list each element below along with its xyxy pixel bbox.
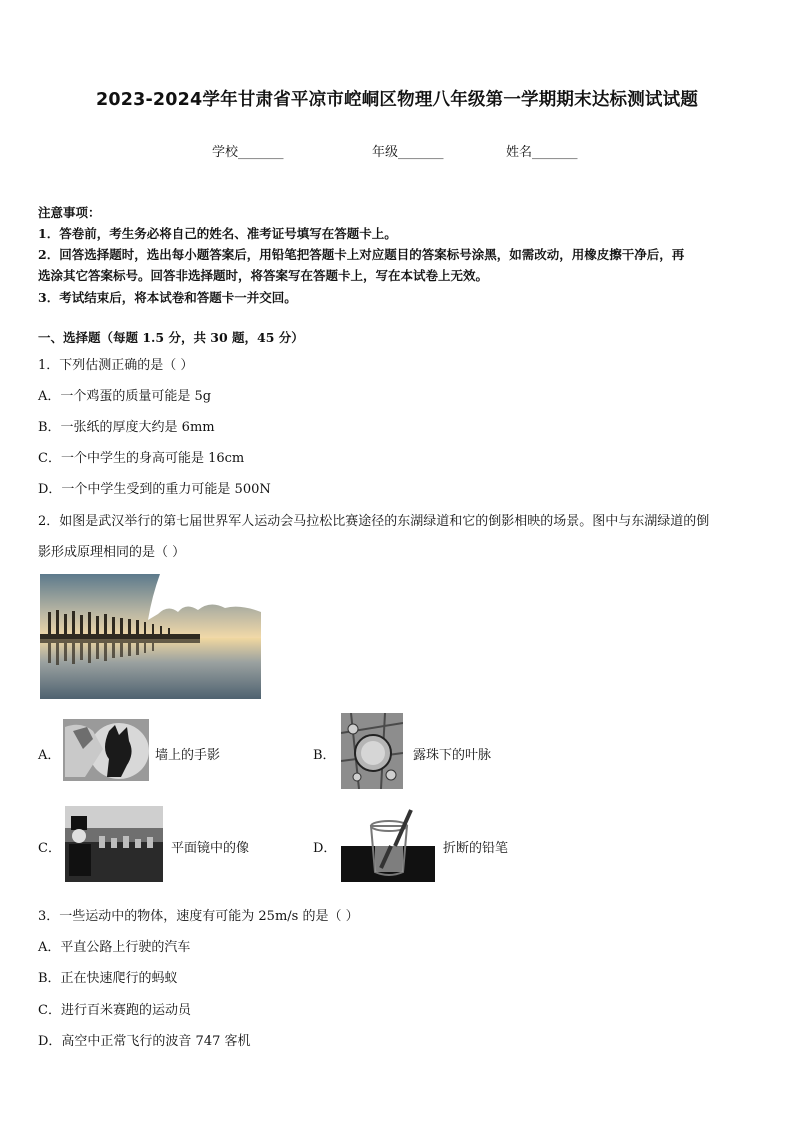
section-heading: 一、选择题（每题 1.5 分，共 30 题，45 分） bbox=[38, 330, 304, 345]
q3-stem: 3．一些运动中的物体，速度有可能为 25m/s 的是（ ） bbox=[38, 909, 359, 924]
notice-item-1: 1．答卷前，考生务必将自己的姓名、准考证号填写在答题卡上。 bbox=[38, 226, 397, 241]
notice-item-2-cont: 选涂其它答案标号。回答非选择题时，将答案写在答题卡上，写在本试卷上无效。 bbox=[38, 268, 489, 283]
q2-option-b-caption: 露珠下的叶脉 bbox=[413, 748, 492, 763]
q2-option-a-letter: A． bbox=[38, 748, 61, 763]
q1-option-d: D．一个中学生受到的重力可能是 500N bbox=[38, 482, 271, 497]
q3-option-b: B．正在快速爬行的蚂蚁 bbox=[38, 971, 178, 986]
q2-option-d-caption: 折断的铅笔 bbox=[443, 841, 509, 856]
grade-field: 年级_______ bbox=[372, 145, 444, 160]
q1-option-c: C．一个中学生的身高可能是 16cm bbox=[38, 451, 245, 466]
dewdrop-leaf-image bbox=[341, 713, 403, 789]
q2-option-d-letter: D． bbox=[313, 841, 337, 856]
school-field: 学校_______ bbox=[212, 145, 284, 160]
q3-option-a: A．平直公路上行驶的汽车 bbox=[38, 940, 191, 955]
q1-option-a: A．一个鸡蛋的质量可能是 5g bbox=[38, 389, 212, 404]
q1-stem: 1．下列估测正确的是（ ） bbox=[38, 358, 194, 373]
q3-option-d: D．高空中正常飞行的波音 747 客机 bbox=[38, 1034, 251, 1049]
name-field: 姓名_______ bbox=[506, 145, 578, 160]
notice-heading: 注意事项： bbox=[38, 205, 101, 220]
q2-option-c-letter: C． bbox=[38, 841, 61, 856]
hand-shadow-image bbox=[63, 719, 149, 781]
mirror-image bbox=[65, 806, 163, 882]
notice-item-2: 2．回答选择题时，选出每小题答案后，用铅笔把答题卡上对应题目的答案标号涂黑，如需改动，用橡皮擦干净后，再 bbox=[38, 247, 685, 262]
lake-reflection-photo bbox=[40, 574, 261, 699]
q2-option-a-caption: 墙上的手影 bbox=[155, 748, 221, 763]
q2-option-c-caption: 平面镜中的像 bbox=[171, 841, 250, 856]
q2-stem-line2: 影形成原理相同的是（ ） bbox=[38, 545, 186, 560]
q3-option-c: C．进行百米赛跑的运动员 bbox=[38, 1003, 191, 1018]
q2-option-b-letter: B． bbox=[313, 748, 336, 763]
broken-pencil-image bbox=[341, 806, 435, 882]
page-title: 2023-2024学年甘肃省平凉市崆峒区物理八年级第一学期期末达标测试试题 bbox=[95, 90, 699, 110]
q1-option-b: B．一张纸的厚度大约是 6mm bbox=[38, 420, 215, 435]
notice-item-3: 3．考试结束后，将本试卷和答题卡一并交回。 bbox=[38, 290, 297, 305]
q2-stem-line1: 2．如图是武汉举行的第七届世界军人运动会马拉松比赛途径的东湖绿道和它的倒影相映的场景。图中与东湖绿道的倒 bbox=[38, 514, 710, 529]
